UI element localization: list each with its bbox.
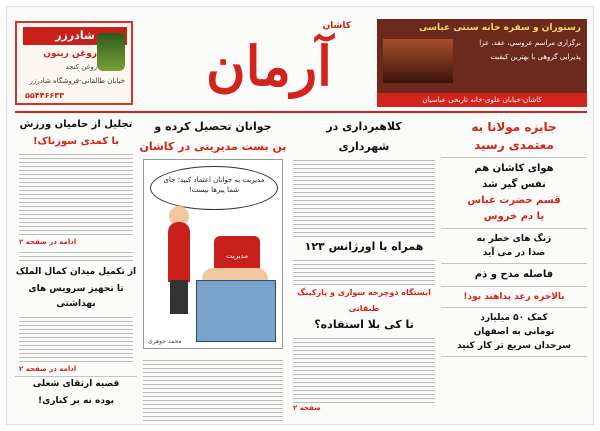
- headline-box[interactable]: [441, 287, 587, 308]
- editorial-cartoon: [143, 159, 283, 349]
- headline-box[interactable]: [441, 158, 587, 229]
- article-headline[interactable]: بوده نه بر کناری!: [38, 396, 114, 406]
- article-headline[interactable]: بن بست مدیریتی در کاشان: [139, 140, 287, 153]
- masthead-divider: [15, 111, 587, 113]
- article-body: [15, 312, 137, 364]
- young-man-body: [168, 222, 190, 282]
- headline: سرحدان سریع تر کار کنید: [457, 341, 571, 351]
- olive-oil-ad[interactable]: [15, 21, 133, 105]
- cartoonist-signature: محمد جوهری: [148, 338, 182, 345]
- bottle-icon: [97, 33, 125, 71]
- article-headline[interactable]: جوانان تحصیل کرده و: [154, 120, 272, 133]
- headline: فاصله مدح و ذم: [474, 269, 554, 280]
- headline: معتمدی رسید: [474, 138, 554, 152]
- continue-link[interactable]: ادامه در صفحه ۲: [19, 238, 77, 246]
- headline: قسم حضرت عباس: [467, 195, 561, 206]
- ad-phone: ۵۵۴۴۶۶۳۳: [25, 91, 65, 100]
- headline: بالاخره رعد پداهند بود!: [463, 292, 565, 302]
- chair-label: مدیریت: [225, 252, 249, 260]
- masthead-city: کاشان: [322, 21, 351, 31]
- article-body: [289, 255, 439, 285]
- ad-line-1: روغن زیتون: [43, 49, 97, 59]
- article-body: [15, 149, 137, 237]
- article-headline[interactable]: از تکمیل میدان کمال الملک: [15, 267, 137, 277]
- article-headline[interactable]: همراه با اورژانس ۱۲۳: [304, 240, 424, 253]
- headline: نفس گیر شد: [482, 179, 546, 190]
- article-body: [289, 155, 439, 239]
- ad-line-1: برگزاری مراسم عروسی، عقد، عزا: [479, 39, 581, 47]
- ad-address: کاشان-خیابان علوی-خانه تاریخی عباسیان: [377, 93, 587, 107]
- article-headline[interactable]: با کمدی سوزناک!: [32, 136, 120, 147]
- article-headline[interactable]: شهرداری: [338, 140, 390, 153]
- article-body: [139, 355, 287, 421]
- article-column-youth: [139, 115, 287, 425]
- headline-column-right: [441, 115, 587, 351]
- ad-line-2: روغن کنجد: [65, 63, 97, 71]
- ad-line-2: پذیرایی گروهی با بهترین کیفیت: [490, 53, 581, 61]
- ad-line-3: خیابان طالقانی-فروشگاه شادرزر: [29, 77, 125, 85]
- masthead: [181, 17, 357, 109]
- article-body: [289, 333, 439, 403]
- newspaper-page: [6, 6, 594, 425]
- young-man-legs: [170, 280, 188, 314]
- headline: توماني به اصفهان: [473, 327, 555, 337]
- restaurant-ad[interactable]: [377, 19, 587, 107]
- continue-link[interactable]: ادامه در صفحه ۲: [19, 365, 77, 373]
- headline: زنگ های خطر به: [476, 234, 552, 244]
- article-column-left: [15, 115, 137, 425]
- headline-box[interactable]: [441, 264, 587, 287]
- article-headline[interactable]: تا تجهیز سرویس های بهداشتی: [28, 284, 124, 309]
- headline-box[interactable]: [441, 115, 587, 158]
- article-headline[interactable]: تا کی بلا استفاده؟: [314, 318, 414, 331]
- issue-strip: [359, 21, 375, 109]
- continue-link[interactable]: صفحه ۲: [293, 404, 321, 412]
- headline-box[interactable]: [441, 308, 587, 357]
- headline: کمک ۵۰ میلیارد: [480, 313, 548, 323]
- headline: جایزه مولانا به: [471, 120, 557, 134]
- speech-bubble: مدیریت به جوانان اعتماد کنید؛ جای شما پیرها نیست!: [150, 166, 278, 210]
- masthead-title: آرمان: [205, 34, 333, 98]
- article-headline[interactable]: تجلیل از حامیان ورزش: [19, 119, 133, 130]
- ad-brand: شادرزر: [23, 27, 127, 45]
- headline: هوای کاشان هم: [474, 163, 554, 174]
- headline: صدا در می آید: [482, 248, 546, 258]
- restaurant-photo: [383, 39, 453, 83]
- article-column-municipality: [289, 115, 439, 415]
- article-headline[interactable]: کلاهبرداری در: [326, 120, 402, 133]
- headline: یا دم خروس: [483, 211, 545, 222]
- desk: [196, 280, 276, 342]
- article-headline[interactable]: قضیه ارتقای شغلی: [15, 376, 137, 392]
- headline-box[interactable]: [441, 229, 587, 264]
- ad-title: رستوران و سفره خانه سنتی عباسی: [419, 23, 581, 33]
- article-headline[interactable]: ایستگاه دوچرخه سواری و پارکینگ طبقاتی: [297, 288, 431, 313]
- article-body: [15, 247, 137, 263]
